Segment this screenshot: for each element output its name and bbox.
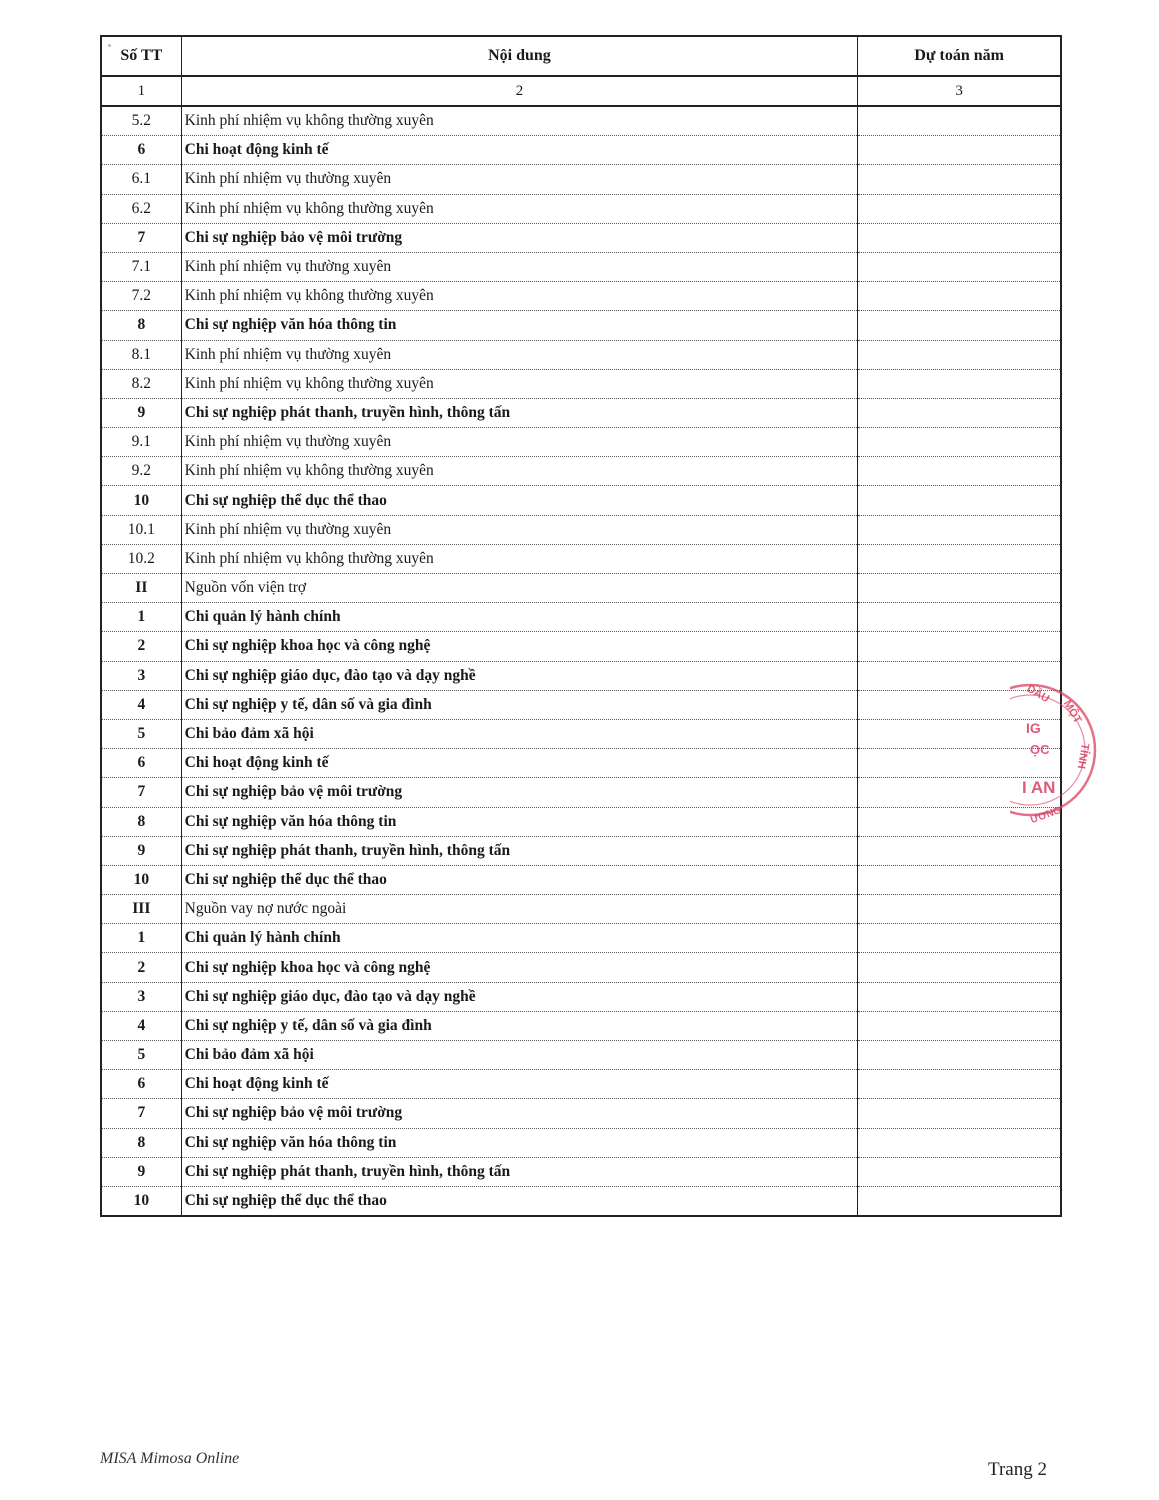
row-amount-cell [858,544,1061,573]
row-stt-cell: 1 [101,924,181,953]
table-row [101,252,1061,281]
row-stt-cell: 1 [101,603,181,632]
table-row [101,632,1061,661]
table-body [101,76,1061,1216]
row-content-cell: Chi sự nghiệp khoa học và công nghệ [181,632,858,661]
row-content-cell: Chi sự nghiệp y tế, dân số và gia đình [181,690,858,719]
row-amount-cell [858,1128,1061,1157]
table-row [101,515,1061,544]
row-content-cell: Chi hoạt động kinh tế [181,749,858,778]
row-stt-cell: 6 [101,749,181,778]
row-stt-cell: 7 [101,223,181,252]
row-stt-cell: 6 [101,1070,181,1099]
row-content-cell: Kinh phí nhiệm vụ không thường xuyên [181,194,858,223]
software-footer: MISA Mimosa Online [100,1450,240,1467]
stamp-fragment: IG [1026,720,1041,736]
row-amount-cell [858,924,1061,953]
row-content-cell: Chi bảo đảm xã hội [181,719,858,748]
row-stt-cell: 2 [101,953,181,982]
row-content-cell: Kinh phí nhiệm vụ thường xuyên [181,165,858,194]
row-stt-cell: 10 [101,1186,181,1216]
row-amount-cell [858,982,1061,1011]
row-amount-cell [858,1070,1061,1099]
row-content-cell: Chi sự nghiệp bảo vệ môi trường [181,778,858,807]
row-content-cell: Chi sự nghiệp văn hóa thông tin [181,311,858,340]
row-amount-cell [858,252,1061,281]
row-amount-cell [858,106,1061,136]
row-content-cell: Chi sự nghiệp bảo vệ môi trường [181,223,858,252]
column-number-content: 2 [181,76,858,106]
row-amount-cell [858,282,1061,311]
table-row [101,1011,1061,1040]
row-content-cell: Chi hoạt động kinh tế [181,1070,858,1099]
row-stt-cell: 4 [101,1011,181,1040]
row-amount-cell [858,574,1061,603]
table-row [101,428,1061,457]
table-row [101,282,1061,311]
table-row [101,457,1061,486]
row-content-cell: Chi sự nghiệp văn hóa thông tin [181,807,858,836]
row-stt-cell: 3 [101,982,181,1011]
row-content-cell: Chi hoạt động kinh tế [181,136,858,165]
column-number-row [101,76,1061,106]
row-content-cell: Kinh phí nhiệm vụ thường xuyên [181,252,858,281]
row-amount-cell [858,632,1061,661]
row-content-cell: Chi sự nghiệp y tế, dân số và gia đình [181,1011,858,1040]
table-row [101,136,1061,165]
stamp-fragment: TỈNH [1074,742,1091,770]
row-content-cell: Chi sự nghiệp phát thanh, truyền hình, thông tấn [181,836,858,865]
row-amount-cell [858,895,1061,924]
row-stt-cell: 7 [101,778,181,807]
row-stt-cell: 5 [101,1041,181,1070]
row-content-cell: Chi bảo đảm xã hội [181,1041,858,1070]
row-stt-cell: 3 [101,661,181,690]
row-amount-cell [858,1186,1061,1216]
header-content: Nội dung [181,36,858,76]
row-content-cell: Chi sự nghiệp thể dục thể thao [181,865,858,894]
table-row [101,1099,1061,1128]
row-content-cell: Chi quản lý hành chính [181,603,858,632]
table-row [101,369,1061,398]
row-amount-cell [858,1011,1061,1040]
table-row [101,398,1061,427]
row-stt-cell: 7.2 [101,282,181,311]
table-row [101,223,1061,252]
row-stt-cell: 8.1 [101,340,181,369]
table-row [101,165,1061,194]
table-row [101,1157,1061,1186]
row-content-cell: Nguồn vay nợ nước ngoài [181,895,858,924]
row-stt-cell: 5.2 [101,106,181,136]
header-stt: Số TT [101,36,181,76]
row-amount-cell [858,223,1061,252]
row-amount-cell [858,1041,1061,1070]
table-row [101,807,1061,836]
row-stt-cell: 8 [101,807,181,836]
row-content-cell: Chi sự nghiệp khoa học và công nghệ [181,953,858,982]
row-stt-cell: 7.1 [101,252,181,281]
row-content-cell: Chi sự nghiệp bảo vệ môi trường [181,1099,858,1128]
row-stt-cell: 5 [101,719,181,748]
row-amount-cell [858,1099,1061,1128]
row-content-cell: Chi sự nghiệp giáo dục, đào tạo và dạy nghề [181,982,858,1011]
row-content-cell: Chi sự nghiệp thể dục thể thao [181,1186,858,1216]
page-number: Trang 2 [988,1459,1047,1480]
table-row [101,778,1061,807]
row-content-cell: Chi sự nghiệp phát thanh, truyền hình, thông tấn [181,398,858,427]
table-row [101,661,1061,690]
table-row [101,836,1061,865]
row-amount-cell [858,428,1061,457]
row-amount-cell [858,340,1061,369]
row-content-cell: Chi sự nghiệp giáo dục, đào tạo và dạy nghề [181,661,858,690]
table-row [101,1041,1061,1070]
table-row [101,953,1061,982]
row-stt-cell: 10 [101,865,181,894]
row-content-cell: Kinh phí nhiệm vụ thường xuyên [181,428,858,457]
table-row [101,194,1061,223]
table-row [101,895,1061,924]
row-stt-cell: 6.1 [101,165,181,194]
row-stt-cell: 9 [101,836,181,865]
row-stt-cell: 8.2 [101,369,181,398]
red-seal-stamp [1010,680,1106,830]
table-row [101,603,1061,632]
row-stt-cell: 7 [101,1099,181,1128]
row-amount-cell [858,165,1061,194]
row-stt-cell: 2 [101,632,181,661]
row-amount-cell [858,603,1061,632]
row-stt-cell: III [101,895,181,924]
row-stt-cell: 10.1 [101,515,181,544]
header-amount: Dự toán năm [858,36,1061,76]
row-content-cell: Chi sự nghiệp thể dục thể thao [181,486,858,515]
row-stt-cell: 8 [101,1128,181,1157]
row-content-cell: Kinh phí nhiệm vụ không thường xuyên [181,457,858,486]
row-stt-cell: 10.2 [101,544,181,573]
table-header-row [101,36,1061,76]
table-row [101,749,1061,778]
row-amount-cell [858,836,1061,865]
table-row [101,982,1061,1011]
row-content-cell: Chi sự nghiệp văn hóa thông tin [181,1128,858,1157]
row-stt-cell: 8 [101,311,181,340]
row-amount-cell [858,311,1061,340]
row-stt-cell: 6 [101,136,181,165]
table-row [101,311,1061,340]
table-row [101,340,1061,369]
stamp-fragment: DẦU [1024,682,1052,706]
table-row [101,924,1061,953]
row-amount-cell [858,194,1061,223]
row-content-cell: Chi quản lý hành chính [181,924,858,953]
table-row [101,1128,1061,1157]
table-row [101,1070,1061,1099]
table-row [101,486,1061,515]
row-amount-cell [858,865,1061,894]
table-row [101,865,1061,894]
row-amount-cell [858,457,1061,486]
row-stt-cell: 9.1 [101,428,181,457]
table-row [101,690,1061,719]
table-row [101,719,1061,748]
row-stt-cell: 6.2 [101,194,181,223]
row-amount-cell [858,953,1061,982]
stamp-fragment: I AN [1022,778,1056,797]
table-row [101,1186,1061,1216]
table-row [101,106,1061,136]
row-stt-cell: 9 [101,1157,181,1186]
row-stt-cell: 9 [101,398,181,427]
row-stt-cell: II [101,574,181,603]
row-content-cell: Kinh phí nhiệm vụ không thường xuyên [181,106,858,136]
stamp-fragment: MỘT [1060,698,1084,726]
row-content-cell: Chi sự nghiệp phát thanh, truyền hình, thông tấn [181,1157,858,1186]
row-content-cell: Kinh phí nhiệm vụ không thường xuyên [181,369,858,398]
budget-table [100,35,1062,1217]
row-amount-cell [858,1157,1061,1186]
column-number-amount: 3 [858,76,1061,106]
table-row [101,544,1061,573]
stamp-fragment: ƯƠNG [1029,804,1063,827]
row-amount-cell [858,515,1061,544]
stamp-fragment: ỌC [1030,742,1050,757]
row-amount-cell [858,136,1061,165]
row-content-cell: Kinh phí nhiệm vụ không thường xuyên [181,544,858,573]
row-amount-cell [858,398,1061,427]
row-amount-cell [858,486,1061,515]
column-number-stt: 1 [101,76,181,106]
row-stt-cell: 4 [101,690,181,719]
row-content-cell: Nguồn vốn viện trợ [181,574,858,603]
row-stt-cell: 9.2 [101,457,181,486]
row-amount-cell [858,369,1061,398]
row-stt-cell: 10 [101,486,181,515]
row-content-cell: Kinh phí nhiệm vụ không thường xuyên [181,282,858,311]
row-content-cell: Kinh phí nhiệm vụ thường xuyên [181,515,858,544]
row-content-cell: Kinh phí nhiệm vụ thường xuyên [181,340,858,369]
table-row [101,574,1061,603]
